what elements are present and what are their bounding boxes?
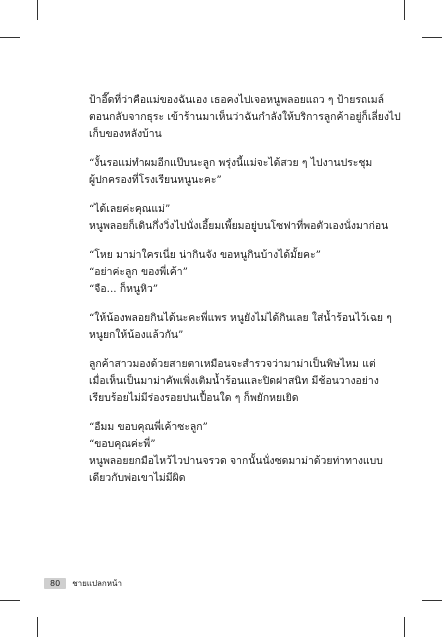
text-line: ป้าอี๊ดที่ว่าคือแม่ของฉันเอง เธอคงไปเจอหนูพลอยแถว ๆ ป้ายรถเมล์: [89, 94, 384, 106]
text-line: เดียวกับพ่อเขาไม่มีผิด: [89, 472, 186, 484]
page-footer: [44, 576, 122, 590]
text-line: “จือ... ก็หนูหิว”: [89, 283, 159, 295]
crop-mark-top-left-h: [0, 37, 20, 38]
text-line: หนูพลอยยกมือไหว้ไวปานจรวด จากนั้นนั่งซดมาม่าด้วยท่าทางแบบ: [89, 455, 383, 467]
crop-mark-bottom-left-h: [0, 600, 20, 601]
crop-mark-top-right-v: [404, 0, 405, 20]
page-body: [89, 92, 407, 499]
text-line: “อืมม ขอบคุณพี่เค้าซะลูก”: [89, 421, 208, 433]
text-line: “ได้เลยค่ะคุณแม่”: [89, 203, 171, 215]
text-line: ตอนกลับจากธุระ เข้าร้านมาเห็นว่าฉันกำลังให้บริการลูกค้าอยู่ก็เลี่ยงไป: [89, 111, 401, 123]
paragraph-7: [89, 419, 407, 487]
paragraph-3: [89, 201, 407, 235]
text-line: “ขอบคุณค่ะพี่”: [89, 438, 156, 450]
crop-mark-top-right-h: [422, 37, 442, 38]
crop-mark-bottom-right-v: [404, 617, 405, 637]
text-line: หนูพลอยก็เดินกึ่งวิ่งไปนั่งเอี้ยมเพี้ยมอยู่บนโซฟาที่พอตัวเองนั่งมาก่อน: [89, 220, 389, 232]
crop-mark-top-left-v: [37, 0, 38, 20]
paragraph-1: [89, 92, 407, 143]
text-line: “ให้น้องพลอยกินได้นะคะพี่แพร หนูยังไม่ได้กินเลย ใส่น้ำร้อนไว้เฉย ๆ: [89, 312, 392, 324]
text-line: “อย่าค่ะลูก ของพี่เค้า”: [89, 266, 188, 278]
paragraph-2: [89, 155, 407, 189]
text-line: เมื่อเห็นเป็นมาม่าคัพเพิ่งเติมน้ำร้อนและปิดฝาสนิท มีช้อนวางอย่าง: [89, 375, 379, 387]
crop-mark-bottom-right-h: [422, 600, 442, 601]
book-title: ชายแปลกหน้า: [72, 578, 123, 588]
text-line: หนูยกให้น้องแล้วกัน”: [89, 329, 184, 341]
paragraph-6: [89, 356, 407, 407]
paragraph-4: [89, 247, 407, 298]
text-line: ผู้ปกครองที่โรงเรียนหนูนะคะ”: [89, 174, 222, 186]
text-line: ลูกค้าสาวมองด้วยสายตาเหมือนจะสำรวจว่ามาม่าเป็นพิษไหม แต่: [89, 358, 376, 370]
crop-mark-bottom-left-v: [37, 617, 38, 637]
paragraph-5: [89, 310, 407, 344]
page-number: 80: [44, 578, 66, 589]
text-line: เก็บของหลังบ้าน: [89, 128, 162, 140]
text-line: “งั้นรอแม่ทำผมอีกแป๊บนะลูก พรุ่งนี้แม่จะได้สวย ๆ ไปงานประชุม: [89, 157, 373, 169]
text-line: เรียบร้อยไม่มีร่องรอยปนเปื้อนใด ๆ ก็พยักหยเยิด: [89, 392, 299, 404]
text-line: “โหย มาม่าใครเนี่ย น่ากินจัง ขอหนูกินบ้างได้มั้ยคะ”: [89, 249, 321, 261]
